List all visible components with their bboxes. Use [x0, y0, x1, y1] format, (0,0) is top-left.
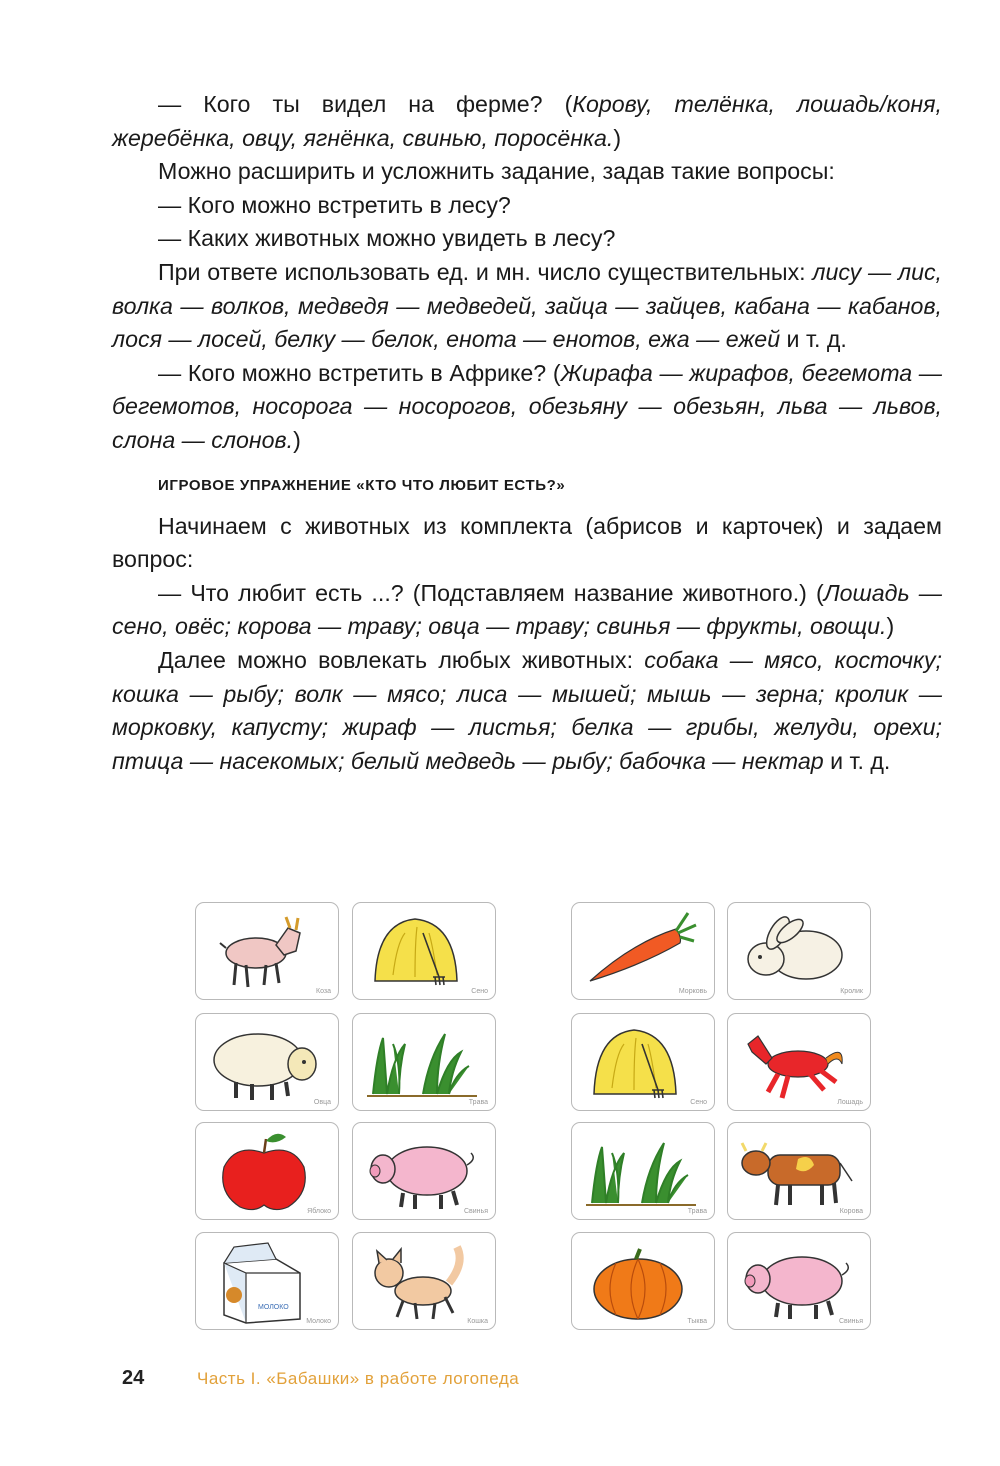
carrot-icon	[572, 903, 715, 1000]
card-caption: Свинья	[464, 1208, 488, 1215]
paragraph-start: Начинаем с животных из комплекта (абрисов и карточек) и задаем вопрос:	[112, 512, 942, 573]
card-pig-2	[727, 1232, 871, 1330]
card-caption: Сено	[471, 988, 488, 995]
card-caption: Корова	[839, 1208, 863, 1215]
card-sheep	[195, 1013, 339, 1111]
card-caption: Трава	[687, 1208, 707, 1215]
grass-icon	[353, 1014, 496, 1111]
card-pig-1	[352, 1122, 496, 1220]
card-caption: Овца	[313, 1099, 331, 1106]
card-caption: Молоко	[306, 1318, 331, 1325]
goat-icon	[196, 903, 339, 1000]
card-hay-2	[571, 1013, 715, 1111]
card-caption: Лошадь	[837, 1099, 863, 1106]
page-footer	[122, 1367, 520, 1390]
card-milk	[195, 1232, 339, 1330]
cow-icon	[728, 1123, 871, 1220]
milk-carton-icon	[196, 1233, 339, 1330]
card-caption: Яблоко	[307, 1208, 331, 1215]
pig-icon	[728, 1233, 871, 1330]
card-caption: Морковь	[678, 988, 707, 995]
card-caption: Кролик	[840, 988, 863, 995]
card-caption: Трава	[468, 1099, 488, 1106]
question-forest-animals: — Каких животных можно увидеть в лесу?	[158, 225, 616, 252]
apple-icon	[196, 1123, 339, 1220]
paragraph-farm: — Кого ты видел на ферме? (Корову, телёнка, лошадь/коня, жеребёнка, овцу, ягнёнка, свинью, поросёнка.)	[112, 91, 942, 151]
paragraph-extend: Можно расширить и усложнить задание, задав такие вопросы:	[158, 158, 835, 185]
card-caption: Тыква	[687, 1318, 707, 1325]
card-pumpkin	[571, 1232, 715, 1330]
card-caption: Сено	[690, 1099, 707, 1106]
card-carrot	[571, 902, 715, 1000]
horse-icon	[728, 1014, 871, 1111]
card-grass-1	[352, 1013, 496, 1111]
running-title: Часть I. «Бабашки» в работе логопеда	[197, 1369, 520, 1388]
card-rabbit	[727, 902, 871, 1000]
sheep-icon	[196, 1014, 339, 1111]
paragraph-more-animals: Далее можно вовлекать любых животных: собака — мясо, косточку; кошка — рыбу; волк — мясо; лиса — мышей; мышь — зерна; кролик — морковку, капусту; жираф — листья; белка — грибы, желуди, орехи; птица — насекомых; белый медведь — рыбу; бабочка — нектар и т. д.	[112, 646, 942, 774]
card-cow	[727, 1122, 871, 1220]
rabbit-icon	[728, 903, 871, 1000]
question-forest: — Кого можно встретить в лесу?	[158, 191, 511, 218]
card-caption: Кошка	[467, 1318, 488, 1325]
page-number: 24	[122, 1367, 145, 1389]
pumpkin-icon	[572, 1233, 715, 1330]
card-apple	[195, 1122, 339, 1220]
question-eat: — Что любит есть ...? (Подставляем название животного.) (Лошадь — сено, овёс; корова — траву; овца — траву; свинья — фрукты, овощи.)	[112, 579, 942, 640]
card-goat	[195, 902, 339, 1000]
card-grass-2	[571, 1122, 715, 1220]
milk-label: МОЛОКО	[258, 1304, 289, 1311]
section-heading: ИГРОВОЕ УПРАЖНЕНИЕ «КТО ЧТО ЛЮБИТ ЕСТЬ?»	[158, 476, 566, 494]
question-africa: — Кого можно встретить в Африке? (Жирафа — жирафов, бегемота — бегемотов, носорога — носорогов, обезьяну — обезьян, льва — львов, слона — слонов.)	[112, 359, 942, 453]
grass-icon	[572, 1123, 715, 1220]
card-horse	[727, 1013, 871, 1111]
haystack-icon	[572, 1014, 715, 1111]
paragraph-plural: При ответе использовать ед. и мн. число существительных: лису — лис, волка — волков, медведя — медведей, зайца — зайцев, кабана — кабанов, лося — лосей, белку — белок, енота — енотов, ежа — ежей и т. д.	[112, 258, 942, 353]
card-caption: Коза	[316, 988, 331, 995]
card-caption: Свинья	[839, 1318, 863, 1325]
haystack-icon	[353, 903, 496, 1000]
card-cat	[352, 1232, 496, 1330]
pig-icon	[353, 1123, 496, 1220]
card-hay-1	[352, 902, 496, 1000]
cat-icon	[353, 1233, 496, 1330]
